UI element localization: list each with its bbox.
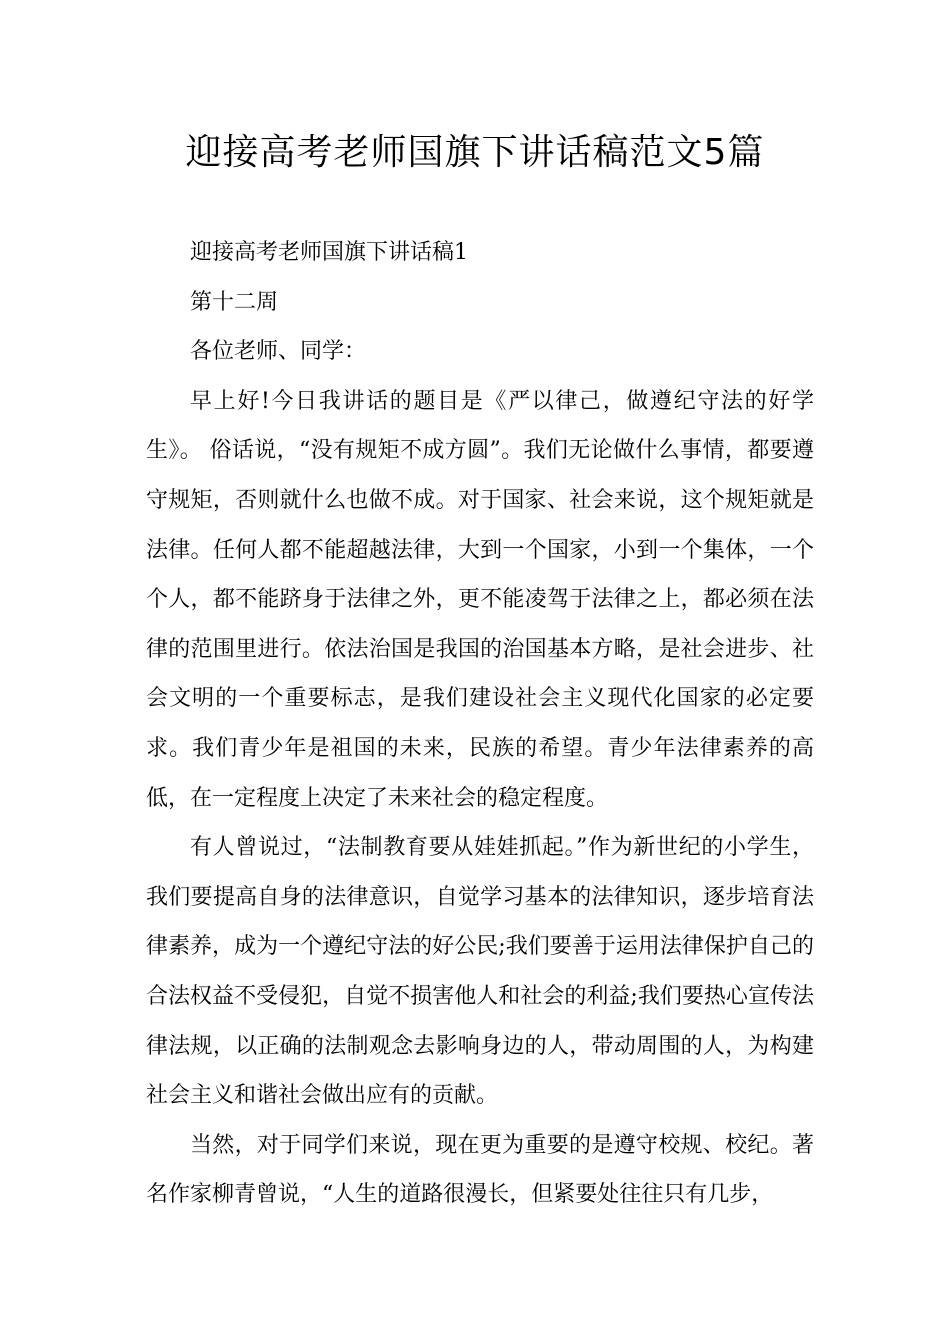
body-paragraph: 早上好!今日我讲话的题目是《严以律己，做遵纪守法的好学生》。 俗话说，“没有规矩不成方圆”。我们无论做什么事情，都要遵守规矩，否则就什么也做不成。对于国家、社会来说，这个规矩就是法律。任何人都不能超越法律，大到一个国家，小到一个集体，一个个人，都不能跻身于法律之外，更不能凌驾于法律之上，都必须在法律的范围里进行。依法治国是我国的治国基本方略，是社会进步、社会文明的一个重要标志，是我们建设社会主义现代化国家的必定要求。我们青少年是祖国的未来，民族的希望。青少年法律素养的高低，在一定程度上决定了未来社会的稳定程度。 [146,388,814,811]
document-body [146,228,814,1220]
body-paragraph: 有人曾说过，“法制教育要从娃娃抓起。”作为新世纪的小学生，我们要提高自身的法律意识，自觉学习基本的法律知识，逐步培育法律素养，成为一个遵纪守法的好公民;我们要善于运用法律保护自己的合法权益不受侵犯，自觉不损害他人和社会的利益;我们要热心宣传法律法规，以正确的法制观念去影响身边的人，带动周围的人，为构建社会主义和谐社会做出应有的贡献。 [146,835,814,1109]
speech-heading: 迎接高考老师国旗下讲话稿1 [190,240,468,265]
document-title: 迎接高考老师国旗下讲话稿范文5篇 [185,132,765,173]
week-label: 第十二周 [190,289,279,315]
salutation: 各位老师、同学： [190,339,367,365]
body-paragraph: 当然，对于同学们来说，现在更为重要的是遵守校规、校纪。著名作家柳青曾说，“人生的道路很漫长，但紧要处往往只有几步， [146,1132,814,1208]
